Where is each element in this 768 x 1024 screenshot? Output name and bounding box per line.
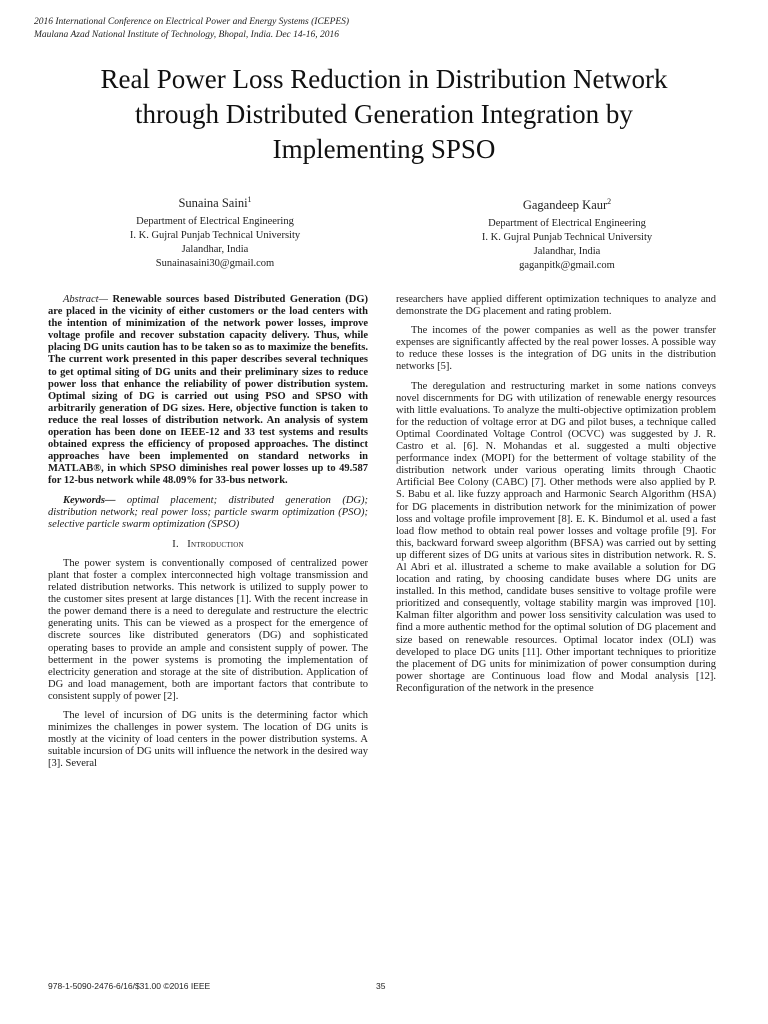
section-numeral: I. <box>172 538 179 550</box>
title-line-2: through Distributed Generation Integration by <box>135 99 633 129</box>
title-line-3: Implementing SPSO <box>272 134 496 164</box>
section-heading <box>48 539 368 551</box>
conference-line-2: Maulana Azad National Institute of Technology, Bhopal, India. Dec 14-16, 2016 <box>34 30 340 40</box>
body-paragraph: The power system is conventionally composed of centralized power plant that foster a complex interconnected high voltage transmission and related distribution networks. This network is utilized to supply power to the customer sites present at large distances [1]. With the recent increase in the power demand there is a need to deregulate and restructure the electric generating units. This can be viewed as a prospect for the emergence of discrete sources like distributed generators (DG) and sophisticated operating bases to provide an ample and consistent supply of power. The betterment in the power systems is promoting the implementation of electricity generation and storage at the site of distribution. Application of DG and load management, both are important factors that contribute to consistent supply of power [2]. <box>48 557 368 702</box>
author-department: Department of Electrical Engineering <box>136 216 294 228</box>
author-name: Gagandeep Kaur$^2$ <box>522 197 612 213</box>
title-line-1: Real Power Loss Reduction in Distribution Network <box>100 64 668 94</box>
author-block-2 <box>442 194 692 273</box>
right-column <box>396 294 716 702</box>
author-email: gaganpitk@gmail.com <box>519 260 615 272</box>
author-superscript: 1 <box>247 195 252 204</box>
author-name: Sunaina Saini$^1$ <box>178 195 252 211</box>
author-department: Department of Electrical Engineering <box>488 218 646 230</box>
abstract-text: Renewable sources based Distributed Generation (DG) are placed in the vicinity of either customers or the load centers with the intention of minimization of the network power losses, improve voltage profile and recover substation capacity delivery. Thus, while placing DG units caution has to be taken so as to maximize the benefits. The current work presented in this paper describes several techniques to get optimal siting of DG units and their preliminary sizes to reduce power loss that enhance the reliability of power distribution system. Optimal sizing of DG is carried out using PSO and SPSO with arbitrarily generation of DG sizes. Here, objective function is taken to reduce the real losses of distribution network. An analysis of system operation has been done on IEEE-12 and 33 test systems and results obtained express the efficiency of proposed approaches. The distinct approaches have been implemented on standard networks in MATLAB®, in which SPSO diminishes real power losses up to 49.587 for 12-bus network while 48.09% for 33-bus network. <box>48 294 368 487</box>
body-paragraph: researchers have applied different optimization techniques to analyze and demonstrate the DG placement and rating problem. <box>396 294 716 318</box>
conference-header <box>34 16 349 42</box>
page-number: 35 <box>376 981 386 991</box>
author-email: Sunainasaini30@gmail.com <box>155 258 275 270</box>
paper-title <box>30 62 738 167</box>
left-column <box>48 294 368 777</box>
author-city: Jalandhar, India <box>533 246 601 258</box>
conference-line-1: 2016 International Conference on Electrical Power and Energy Systems (ICEPES) <box>34 17 350 27</box>
author-university: I. K. Gujral Punjab Technical University <box>481 232 653 244</box>
body-paragraph: The level of incursion of DG units is the determining factor which minimizes the challenges in power system. The location of DG units is mostly at the vicinity of load centers in the power distribution systems. A suitable incursion of DG units will influence the network in the desired way [3]. Several <box>48 710 368 770</box>
body-paragraph: The incomes of the power companies as well as the power transfer expenses are significantly affected by the real power losses. A possible way to reduce these losses is the integration of DG units in the distribution networks [5]. <box>396 325 716 373</box>
author-superscript: 2 <box>607 197 612 206</box>
keywords-lead: Keywords— <box>63 494 116 506</box>
footer-copyright: 978-1-5090-2476-6/16/$31.00 ©2016 IEEE <box>48 981 211 991</box>
author-university: I. K. Gujral Punjab Technical University <box>129 230 301 242</box>
abstract-paragraph <box>48 294 368 488</box>
author-city: Jalandhar, India <box>181 244 249 256</box>
keywords-text: optimal placement; distributed generation (DG); distribution network; real power loss; particle swarm optimization (PSO); selective particle swarm optimization (SPSO) <box>48 494 368 530</box>
section-title: Introduction <box>187 538 244 550</box>
author-block-1 <box>90 192 340 271</box>
body-paragraph: The deregulation and restructuring market in some nations conveys novel discernments for DG with utilization of renewable energy resources with little evaluations. To analyze the multi-objective optimization problem for the reduction of voltage error at DG and pilot buses, a technique called Optimal Coordinated Voltage Control (OCVC) was suggested by J. R. Castro et al. [6]. N. Mohandas et al. suggested a multi objective performance index (MOPI) for the betterment of voltage stability of the distribution network under various operating limits through Chaotic Artificial Bee Colony (CABC) [7]. Other methods were also applied by P. S. Babu et al. like fuzzy approach and Harmonic Search Algorithm (HSA) for DG placements in distribution network for the minimization of power loss and voltage profile improvement [8]. E. K. Bindumol et al. used a fast load flow method to obtain real power losses and voltage profile [9]. For this, backward forward sweep algorithm (BFSA) was carried out by setting up different sizes of DG units at various sites in distribution network. R. S. Al Abri et al. illustrated a scheme to make available a solution for DG location and rating, by choosing candidate buses where DG units are installed. In this method, candidate buses sensitive to voltage profile were prioritized and consequently, voltage stability margin was improved [10]. Kalman filter algorithm and power loss sensitivity calculation was used to find a more authentic method for the optimal solution of DG placement and size based on renewable resources. Optimal locator index (OLI) was developed to place DG units [11]. Other important techniques to prioritize the placement of DG units for minimization of power consumption during power shortage are Continuous load flow and Modal analysis [12]. Reconfiguration of the network in the presence <box>396 380 716 694</box>
keywords-paragraph <box>48 495 368 531</box>
abstract-lead: Abstract— <box>63 294 108 305</box>
